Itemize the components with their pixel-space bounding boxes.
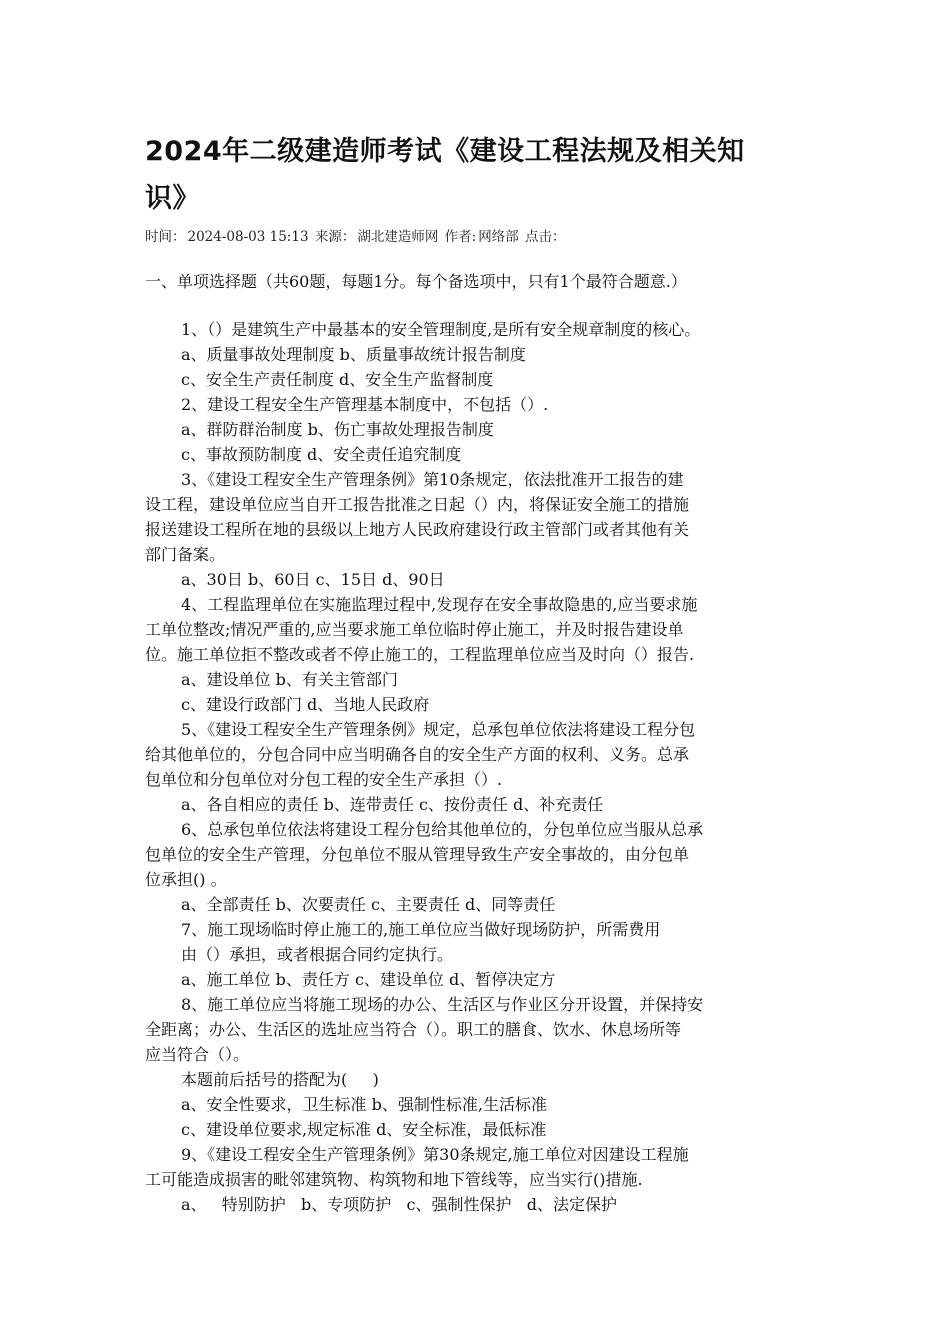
question-list [145, 317, 815, 1217]
text-line: c、安全生产责任制度 d、安全生产监督制度 [181, 370, 494, 389]
text-line: 包单位的安全生产管理，分包单位不服从管理导致生产安全事故的，由分包单 [145, 845, 690, 864]
text-line: a、安全性要求，卫生标准 b、强制性标准,生活标准 [181, 1095, 547, 1114]
text-line: 给其他单位的，分包合同中应当明确各自的安全生产方面的权利、义务。总承 [145, 745, 690, 764]
source-label: 来源： [314, 229, 356, 245]
text-line: 本题前后括号的搭配为( ) [181, 1070, 379, 1089]
clicks-label: 点击： [525, 229, 566, 245]
text-line: 8、施工单位应当将施工现场的办公、生活区与作业区分开设置，并保持安 [181, 995, 704, 1014]
section-heading: 一、单项选择题（共60题，每题1分。每个备选项中，只有1个最符合题意.） [145, 272, 687, 291]
text-line: 全距离；办公、生活区的选址应当符合（）。职工的膳食、饮水、休息场所等 [145, 1020, 682, 1039]
text-line: 3、《建设工程安全生产管理条例》第10条规定，依法批准开工报告的建 [181, 470, 684, 489]
author-label: 作者: [444, 229, 477, 245]
text-line: 报送建设工程所在地的县级以上地方人民政府建设行政主管部门或者其他有关 [145, 520, 690, 539]
text-line: a、群防群治制度 b、伤亡事故处理报告制度 [181, 420, 494, 439]
text-line: a、各自相应的责任 b、连带责任 c、按份责任 d、补充责任 [181, 795, 604, 814]
text-line: 位承担() 。 [145, 870, 227, 889]
time-value: 2024-08-03 15:13 [187, 229, 309, 245]
text-line: 应当符合（）。 [145, 1045, 250, 1064]
title-line-2: 识》 [145, 183, 200, 214]
text-line: 位。施工单位拒不整改或者不停止施工的，工程监理单位应当及时向（）报告. [145, 645, 695, 664]
text-line: a、施工单位 b、责任方 c、建设单位 d、暂停决定方 [181, 970, 556, 989]
text-line: c、事故预防制度 d、安全责任追究制度 [181, 445, 462, 464]
text-line: a、全部责任 b、次要责任 c、主要责任 d、同等责任 [181, 895, 556, 914]
text-line: 由（）承担，或者根据合同约定执行。 [181, 945, 454, 964]
text-line: 设工程，建设单位应当自开工报告批准之日起（）内，将保证安全施工的措施 [145, 495, 690, 514]
text-line: 包单位和分包单位对分包工程的安全生产承担（）. [145, 770, 503, 789]
text-line: 2、建设工程安全生产管理基本制度中，不包括（）. [181, 395, 549, 414]
article-meta [145, 227, 815, 247]
text-line: a、质量事故处理制度 b、质量事故统计报告制度 [181, 345, 526, 364]
document-page [145, 128, 815, 1217]
text-line: c、建设单位要求,规定标准 d、安全标准，最低标准 [181, 1120, 547, 1139]
text-line: 工可能造成损害的毗邻建筑物、构筑物和地下管线等，应当实行()措施. [145, 1170, 643, 1189]
time-label: 时间： [145, 229, 186, 245]
text-line: 4、工程监理单位在实施监理过程中,发现存在安全事故隐患的,应当要求施 [181, 595, 698, 614]
text-line: a、30日 b、60日 c、15日 d、90日 [181, 570, 445, 589]
title-line-1: 2024年二级建造师考试《建设工程法规及相关知 [145, 136, 745, 167]
text-line: 6、总承包单位依法将建设工程分包给其他单位的，分包单位应当服从总承 [181, 820, 704, 839]
text-line: 工单位整改;情况严重的,应当要求施工单位临时停止施工，并及时报告建设单 [145, 620, 684, 639]
text-line: 9、《建设工程安全生产管理条例》第30条规定,施工单位对因建设工程施 [181, 1145, 689, 1164]
author-value: 网络部 [478, 229, 519, 245]
text-line: 5、《建设工程安全生产管理条例》规定，总承包单位依法将建设工程分包 [181, 720, 696, 739]
source-value: 湖北建造师网 [357, 229, 439, 245]
text-line: c、建设行政部门 d、当地人民政府 [181, 695, 430, 714]
text-line: 7、施工现场临时停止施工的,施工单位应当做好现场防护，所需费用 [181, 920, 661, 939]
text-line: 1、（）是建筑生产中最基本的安全管理制度,是所有安全规章制度的核心。 [181, 320, 701, 339]
text-line: a、建设单位 b、有关主管部门 [181, 670, 398, 689]
text-line: a、 特别防护 b、专项防护 c、强制性保护 d、法定保护 [181, 1195, 618, 1214]
text-line: 部门备案。 [145, 545, 226, 564]
document-title [145, 128, 815, 222]
